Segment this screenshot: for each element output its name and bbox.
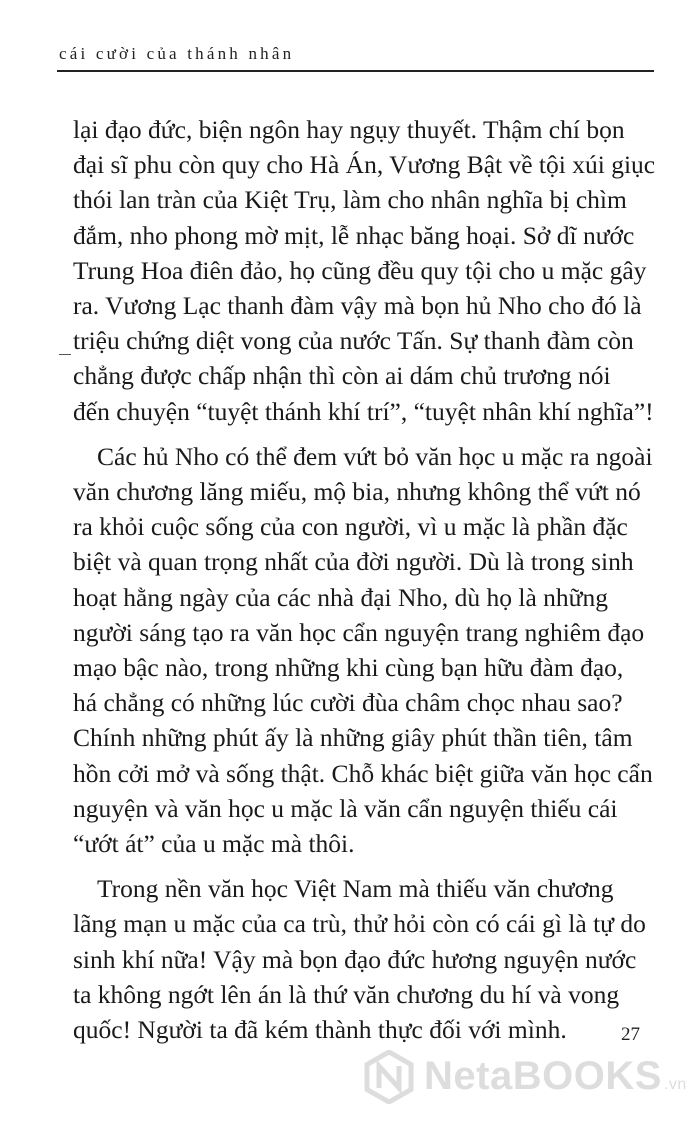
text-line: Trong nền văn học Việt Nam mà thiếu văn chương: [97, 874, 614, 904]
text-line: hoạt hằng ngày của các nhà đại Nho, dù họ là những: [73, 582, 608, 612]
text-line: ra khỏi cuộc sống của con người, vì u mặc là phần đặc: [73, 512, 628, 542]
text-line: chẳng được chấp nhận thì còn ai dám chủ trương nói: [73, 361, 611, 391]
text-line: mạo bậc nào, trong những khi cùng bạn hữu đàm đạo,: [73, 653, 624, 683]
page-number: 27: [621, 1024, 640, 1045]
text-line: ra. Vương Lạc thanh đàm vậy mà bọn hủ Nho cho đó là: [73, 291, 642, 321]
netabooks-logo-icon: [362, 1050, 416, 1104]
text-line: ta không ngớt lên án là thứ văn chương du hí và vong: [73, 979, 620, 1009]
text-line: “ướt át” của u mặc mà thôi.: [73, 829, 355, 859]
text-line: hồn cởi mở và sống thật. Chỗ khác biệt giữa văn học cẩn: [73, 758, 653, 788]
text-line: thói lan tràn của Kiệt Trụ, làm cho nhân nghĩa bị chìm: [73, 185, 627, 215]
text-line: sinh khí nữa! Vậy mà bọn đạo đức hương nguyện nước: [73, 944, 637, 974]
margin-mark: [59, 354, 71, 355]
text-line: nguyện và văn học u mặc là văn cẩn nguyện thiếu cái: [73, 793, 618, 823]
body-text: [73, 112, 655, 1047]
text-line: triệu chứng diệt vong của nước Tấn. Sự thanh đàm còn: [73, 326, 634, 356]
text-line: Trung Hoa điên đảo, họ cũng đều quy tội cho u mặc gây: [73, 255, 647, 285]
paragraph-3: [73, 871, 655, 1047]
running-head: cái cười của thánh nhân: [59, 44, 295, 63]
text-line: biệt và quan trọng nhất của đời người. Dù là trong sinh: [73, 547, 634, 577]
text-line: quốc! Người ta đã kém thành thực đối với mình.: [73, 1015, 567, 1045]
header-rule: [57, 70, 654, 72]
text-line: Chính những phút ấy là những giây phút thần tiên, tâm: [73, 723, 633, 753]
text-line: người sáng tạo ra văn học cẩn nguyện trang nghiêm đạo: [73, 617, 645, 647]
text-line: há chẳng có những lúc cười đùa châm chọc nhau sao?: [73, 688, 623, 718]
text-line: đắm, nho phong mờ mịt, lễ nhạc băng hoại. Sở dĩ nước: [73, 220, 635, 250]
watermark: [362, 1048, 687, 1108]
text-line: lãng mạn u mặc của ca trù, thử hỏi còn có cái gì là tự do: [73, 909, 646, 939]
text-line: lại đạo đức, biện ngôn hay ngụy thuyết. Thậm chí bọn: [73, 115, 625, 144]
text-line: đến chuyện “tuyệt thánh khí trí”, “tuyệt nhân khí nghĩa”!: [73, 396, 654, 426]
paragraph-1: [73, 112, 655, 429]
text-line: Các hủ Nho có thể đem vứt bỏ văn học u mặc ra ngoài: [97, 441, 653, 471]
text-line: đại sĩ phu còn quy cho Hà Án, Vương Bật về tội xúi giục: [73, 150, 656, 180]
text-line: văn chương lăng miếu, mộ bia, nhưng không thể vứt nó: [73, 477, 641, 507]
watermark-brand: NetaBOOKS .vn: [424, 1054, 687, 1098]
paragraph-2: [73, 439, 655, 861]
